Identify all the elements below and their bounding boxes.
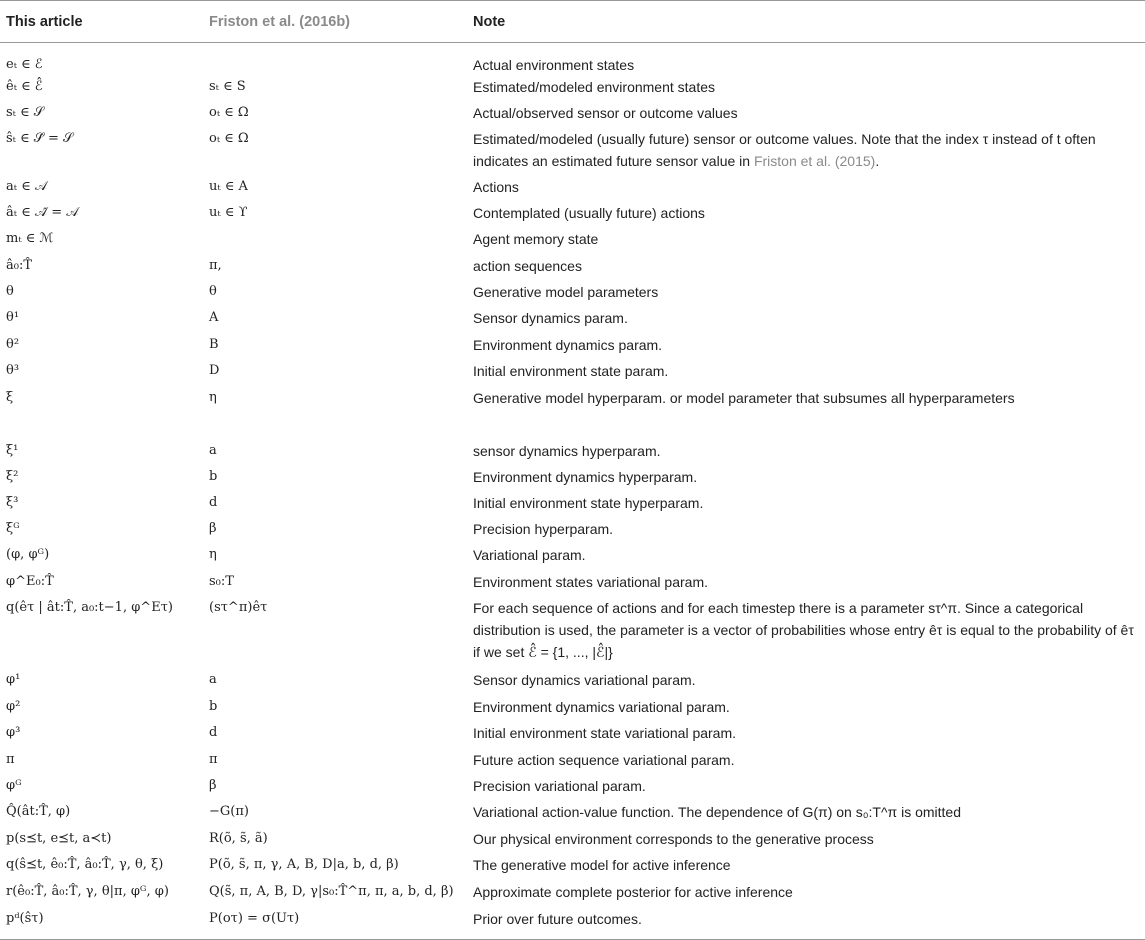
friston-cell: [203, 43, 467, 77]
this-article-cell: ξᴳ: [6, 521, 20, 536]
table-row: [0, 518, 1145, 544]
friston-cell: b: [209, 469, 218, 484]
table-row: [0, 828, 1145, 854]
table-row: [0, 775, 1145, 801]
this-article-cell: φ^E₀:T̂: [6, 574, 54, 589]
friston-cell: β: [209, 521, 217, 536]
table-row: [0, 881, 1145, 908]
table-row: [0, 228, 1145, 255]
this-article-cell: π: [6, 752, 15, 767]
friston-cell: [203, 228, 467, 255]
table-row: [0, 597, 1145, 669]
friston-cell: oₜ ∈ Ω: [209, 131, 249, 146]
friston-cell: B: [209, 337, 219, 352]
note-cell: Initial environment state param.: [473, 363, 669, 379]
friston-cell: η: [209, 390, 217, 405]
this-article-cell: (φ, φᴳ): [6, 547, 50, 562]
this-article-cell: θ¹: [6, 310, 20, 325]
table-row: [0, 176, 1145, 202]
header-note: Note: [467, 1, 1145, 43]
note-cell: For each sequence of actions and for each timestep there is a parameter sτ^π. Since a categorical distribution is used, the parameter is a vector of probabilities whose entry êτ is equal to the probability of êτ if we set ℰ̂ = {1, ..., |ℰ̂|}: [473, 600, 1134, 660]
this-article-cell: âₜ ∈ 𝒜̂ = 𝒜: [6, 205, 79, 220]
header-this-article: This article: [0, 1, 203, 43]
friston-cell: a: [209, 443, 217, 458]
table-row: [0, 255, 1145, 281]
note-cell: Actual/observed sensor or outcome values: [473, 105, 738, 121]
friston-cell: θ: [209, 284, 217, 299]
table-row: [0, 76, 1145, 102]
note-cell: Contemplated (usually future) actions: [473, 205, 705, 221]
note-cell: Estimated/modeled environment states: [473, 79, 716, 95]
table-row: [0, 202, 1145, 228]
this-article-cell: ξ³: [6, 495, 19, 510]
note-cell: The generative model for active inference: [473, 857, 731, 873]
note-cell: Generative model parameters: [473, 284, 659, 300]
friston-cell: uₜ ∈ A: [209, 179, 248, 194]
friston-cell: R(õ, s̃, ã): [209, 831, 268, 846]
header-friston: Friston et al. (2016b): [203, 1, 467, 43]
friston-cell: uₜ ∈ ϒ: [209, 205, 248, 220]
note-cell: Future action sequence variational param.: [473, 752, 735, 768]
table-row: [0, 387, 1145, 440]
note-cell: Variational action-value function. The dependence of G(π) on s₀:T^π is omitted: [473, 804, 961, 820]
this-article-cell: q(êτ | ât:T̂, a₀:t−1, φ^Eτ): [6, 600, 173, 615]
table-row: [0, 128, 1145, 176]
this-article-cell: ξ¹: [6, 443, 19, 458]
note-cell: Environment dynamics hyperparam.: [473, 469, 698, 485]
table-row: [0, 281, 1145, 307]
friston-cell: π,: [209, 258, 222, 273]
friston-cell: d: [209, 725, 218, 740]
note-cell: Environment states variational param.: [473, 574, 708, 590]
this-article-cell: φ¹: [6, 672, 21, 687]
note-cell: Sensor dynamics variational param.: [473, 672, 696, 688]
table-row: [0, 307, 1145, 334]
note-cell: Approximate complete posterior for active inference: [473, 884, 793, 900]
this-article-cell: pᵈ(ŝτ): [0, 908, 203, 939]
this-article-cell: φᴳ: [6, 778, 22, 793]
this-article-cell: ŝₜ ∈ 𝒮̂ = 𝒮: [6, 131, 74, 146]
note-cell: [467, 128, 1145, 176]
friston-cell: b: [209, 699, 218, 714]
this-article-cell: θ²: [6, 337, 20, 352]
friston-cell: D: [209, 363, 220, 378]
table-row: [0, 571, 1145, 597]
this-article-cell: â₀:T̂: [6, 258, 33, 273]
table-row: [0, 360, 1145, 387]
friston-cell: oₜ ∈ Ω: [209, 105, 249, 120]
note-text-tail: .: [875, 153, 880, 169]
friston-cell: a: [209, 672, 217, 687]
note-text: Estimated/modeled (usually future) sensor or outcome values. Note that the index τ instead of t often indicates an estimated future sensor value in: [473, 131, 1096, 169]
table-row: [0, 722, 1145, 749]
note-cell: Environment dynamics param.: [473, 337, 663, 353]
note-cell: Prior over future outcomes.: [467, 908, 1145, 939]
friston-cell: π: [209, 752, 218, 767]
table-row: [0, 854, 1145, 881]
this-article-cell: ξ²: [6, 469, 19, 484]
table-row: [0, 102, 1145, 128]
note-cell: Actions: [473, 179, 519, 195]
table-row: [0, 908, 1145, 939]
note-cell: Agent memory state: [473, 231, 599, 247]
this-article-cell: eₜ ∈ ℰ: [6, 57, 43, 72]
friston-cell: (sτ^π)êτ: [209, 600, 268, 615]
table-row: [0, 43, 1145, 77]
friston-cell: sₜ ∈ S: [209, 79, 246, 94]
friston-cell: η: [209, 547, 217, 562]
this-article-cell: êₜ ∈ ℰ̂: [6, 79, 43, 94]
this-article-cell: θ³: [6, 363, 20, 378]
friston-cell: s₀:T: [209, 574, 234, 589]
header-row: [0, 1, 1145, 43]
note-cell: Variational param.: [473, 547, 586, 563]
note-cell: Generative model hyperparam. or model parameter that subsumes all hyperparameters: [473, 390, 1015, 406]
friston-cell: Q(s̃, π, A, B, D, γ|s₀:T̂^π, π, a, b, d, β): [209, 884, 454, 899]
this-article-cell: q(ŝ⪯t, ê₀:T̂, â₀:T̂, γ, θ, ξ): [6, 857, 164, 872]
note-cell: Environment dynamics variational param.: [473, 699, 730, 715]
friston-cell: −G(π): [209, 804, 249, 819]
note-cell: action sequences: [473, 258, 582, 274]
friston-cell: P(õ, s̃, π, γ, A, B, D|a, b, d, β): [209, 857, 399, 872]
this-article-cell: p(s⪯t, e⪯t, a≺t): [6, 831, 112, 846]
note-cell: Actual environment states: [473, 57, 635, 73]
note-cell: Initial environment state variational param.: [473, 725, 737, 741]
table-row: [0, 334, 1145, 360]
note-cell: sensor dynamics hyperparam.: [473, 443, 661, 459]
table-row: [0, 696, 1145, 722]
note-cell: Precision variational param.: [473, 778, 646, 794]
friston-cell: A: [209, 310, 219, 325]
this-article-cell: sₜ ∈ 𝒮: [6, 105, 44, 120]
table-row: [0, 440, 1145, 466]
this-article-cell: r(ê₀:T̂, â₀:T̂, γ, θ|π, φᴳ, φ): [6, 884, 169, 899]
note-cell: Our physical environment corresponds to the generative process: [473, 831, 874, 847]
table-row: [0, 544, 1145, 571]
note-cell: Precision hyperparam.: [473, 521, 614, 537]
table-row: [0, 749, 1145, 775]
this-article-cell: θ: [6, 284, 14, 299]
this-article-cell: aₜ ∈ 𝒜: [6, 179, 48, 194]
friston-cell: d: [209, 495, 218, 510]
citation-link[interactable]: Friston et al. (2015): [753, 153, 876, 169]
table-row: [0, 669, 1145, 696]
this-article-cell: mₜ ∈ ℳ: [6, 231, 54, 246]
this-article-cell: φ³: [6, 725, 21, 740]
friston-cell: P(oτ) = σ(Uτ): [203, 908, 467, 939]
note-cell: Sensor dynamics param.: [473, 310, 628, 326]
note-cell: Initial environment state hyperparam.: [473, 495, 704, 511]
table-row: [0, 801, 1145, 828]
this-article-cell: ξ: [6, 390, 14, 405]
table-row: [0, 492, 1145, 518]
friston-cell: β: [209, 778, 217, 793]
table-row: [0, 466, 1145, 492]
this-article-cell: φ²: [6, 699, 21, 714]
this-article-cell: Q̂(ât:T̂, φ): [6, 804, 71, 819]
